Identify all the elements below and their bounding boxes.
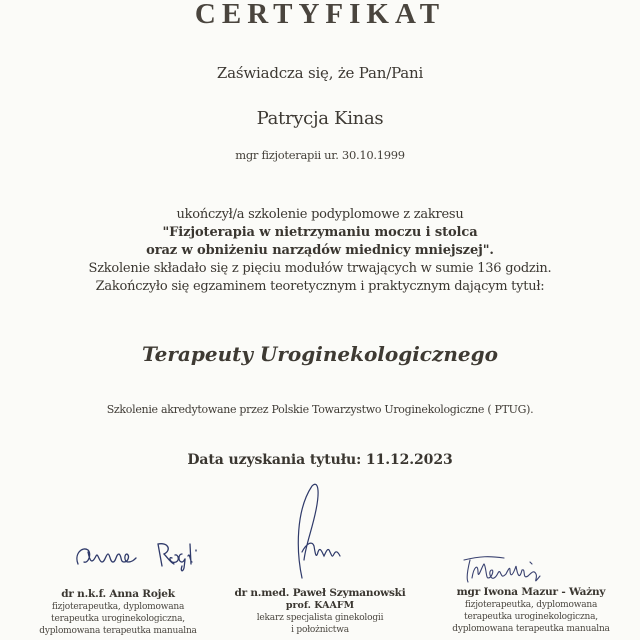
recipient-name: Patrycja Kinas [256, 108, 384, 129]
signatory-name: dr n.med. Paweł Szymanowski [234, 587, 406, 599]
body-line-1: ukończył/a szkolenie podyplomowe z zakresu [176, 207, 464, 222]
date-obtained: Data uzyskania tytułu: 11.12.2023 [187, 452, 453, 468]
signatory-role-line: dyplomowana terapeutka manualna [452, 624, 610, 634]
signatory-role-line: dyplomowana terapeutka manualna [39, 626, 197, 636]
signatory-role-line: lekarz specjalista ginekologii [256, 613, 384, 623]
course-name-line-2: oraz w obniżeniu narządów miednicy mniejszej". [146, 243, 494, 258]
body-line-4: Szkolenie składało się z pięciu modułów trwających w sumie 136 godzin. [88, 261, 552, 276]
signatory-role-line: fizjoterapeutka, dyplomowana [51, 602, 185, 612]
signatory-title: prof. KAAFM [285, 600, 355, 611]
accreditation-text: Szkolenie akredytowane przez Polskie Towarzystwo Uroginekologiczne ( PTUG). [106, 403, 534, 416]
signatory-role-line: i położnictwa [291, 625, 349, 635]
signatory-3 [426, 585, 636, 635]
course-name-line-1: "Fizjoterapia w nietrzymaniu moczu i stolca [162, 225, 478, 240]
signatory-role-line: fizjoterapeutka, dyplomowana [464, 600, 598, 610]
signature-iwona-mazur-wazny-icon [460, 552, 550, 588]
signature-anna-rojek-icon [72, 540, 212, 574]
signatory-name: dr n.k.f. Anna Rojek [61, 588, 175, 600]
recipient-details: mgr fizjoterapii ur. 30.10.1999 [235, 148, 405, 162]
signatory-role-line: terapeutka uroginekologiczna, [51, 614, 185, 624]
degree-title: Terapeuty Uroginekologicznego [142, 342, 498, 366]
body-line-5: Zakończyło się egzaminem teoretycznym i praktycznym dającym tytuł: [95, 279, 545, 294]
certificate-title: CERTYFIKAT [194, 0, 446, 30]
signatory-1 [18, 587, 218, 637]
signatory-2 [220, 586, 420, 636]
intro-text: Zaświadcza się, że Pan/Pani [216, 64, 424, 82]
signature-pawel-szymanowski-icon [282, 480, 352, 580]
signatory-role-line: terapeutka uroginekologiczna, [464, 612, 598, 622]
signatory-name: mgr Iwona Mazur - Ważny [456, 586, 606, 598]
certificate-body [0, 206, 640, 296]
